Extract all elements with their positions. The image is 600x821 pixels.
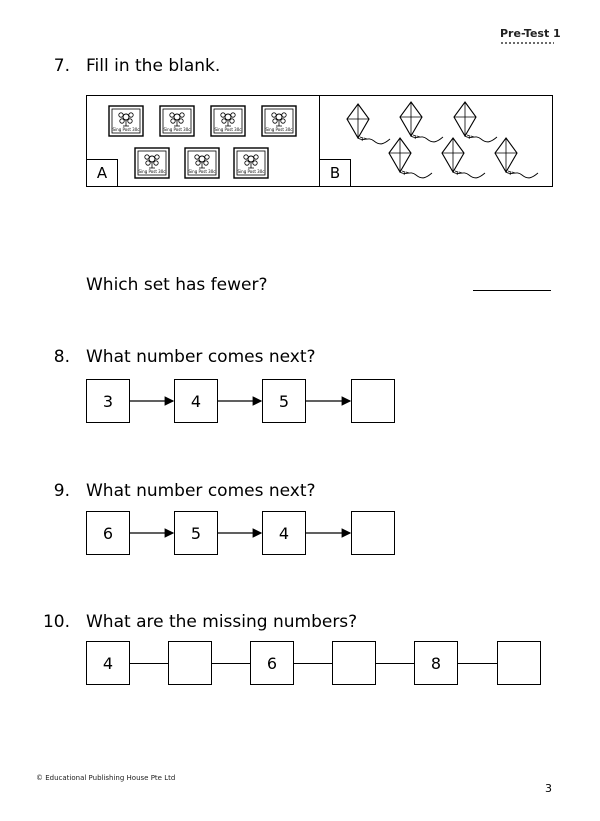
q9-box-2: 5 bbox=[174, 511, 218, 555]
q10-prompt: What are the missing numbers? bbox=[86, 612, 358, 632]
q10-box-3: 6 bbox=[250, 641, 294, 685]
stamp-caption: Sing Post 30c bbox=[188, 169, 216, 174]
q10-box-1: 4 bbox=[86, 641, 130, 685]
stamp-caption: Sing Post 30c bbox=[237, 169, 265, 174]
q8-box-2: 4 bbox=[174, 379, 218, 423]
q10-answer-box-2[interactable] bbox=[332, 641, 376, 685]
q8-box-1: 3 bbox=[86, 379, 130, 423]
q10-box-5: 8 bbox=[414, 641, 458, 685]
stamp-caption: Sing Post 30c bbox=[214, 127, 242, 132]
q8-number: 8. bbox=[53, 347, 70, 367]
q9-prompt: What number comes next? bbox=[86, 481, 316, 501]
stamp-caption: Sing Post 30c bbox=[265, 127, 293, 132]
pretest-tag: Pre-Test 1 bbox=[500, 27, 561, 40]
set-b-label: B bbox=[319, 159, 351, 187]
q8-box-3: 5 bbox=[262, 379, 306, 423]
q9-box-1: 6 bbox=[86, 511, 130, 555]
stamp-caption: Sing Post 30c bbox=[112, 127, 140, 132]
q7-question: Which set has fewer? bbox=[86, 275, 268, 295]
q9-answer-box[interactable] bbox=[351, 511, 395, 555]
page-number: 3 bbox=[545, 782, 552, 795]
q7-number: 7. bbox=[53, 56, 70, 76]
q9-number: 9. bbox=[53, 481, 70, 501]
stamp-caption: Sing Post 30c bbox=[163, 127, 191, 132]
copyright-footer: © Educational Publishing House Pte Ltd bbox=[36, 774, 176, 782]
stamp-caption: Sing Post 30c bbox=[138, 169, 166, 174]
q10-answer-box-1[interactable] bbox=[168, 641, 212, 685]
set-a-label: A bbox=[86, 159, 118, 187]
q8-prompt: What number comes next? bbox=[86, 347, 316, 367]
q10-number: 10. bbox=[42, 612, 70, 632]
q9-box-3: 4 bbox=[262, 511, 306, 555]
q7-prompt: Fill in the blank. bbox=[86, 56, 221, 76]
q10-answer-box-3[interactable] bbox=[497, 641, 541, 685]
